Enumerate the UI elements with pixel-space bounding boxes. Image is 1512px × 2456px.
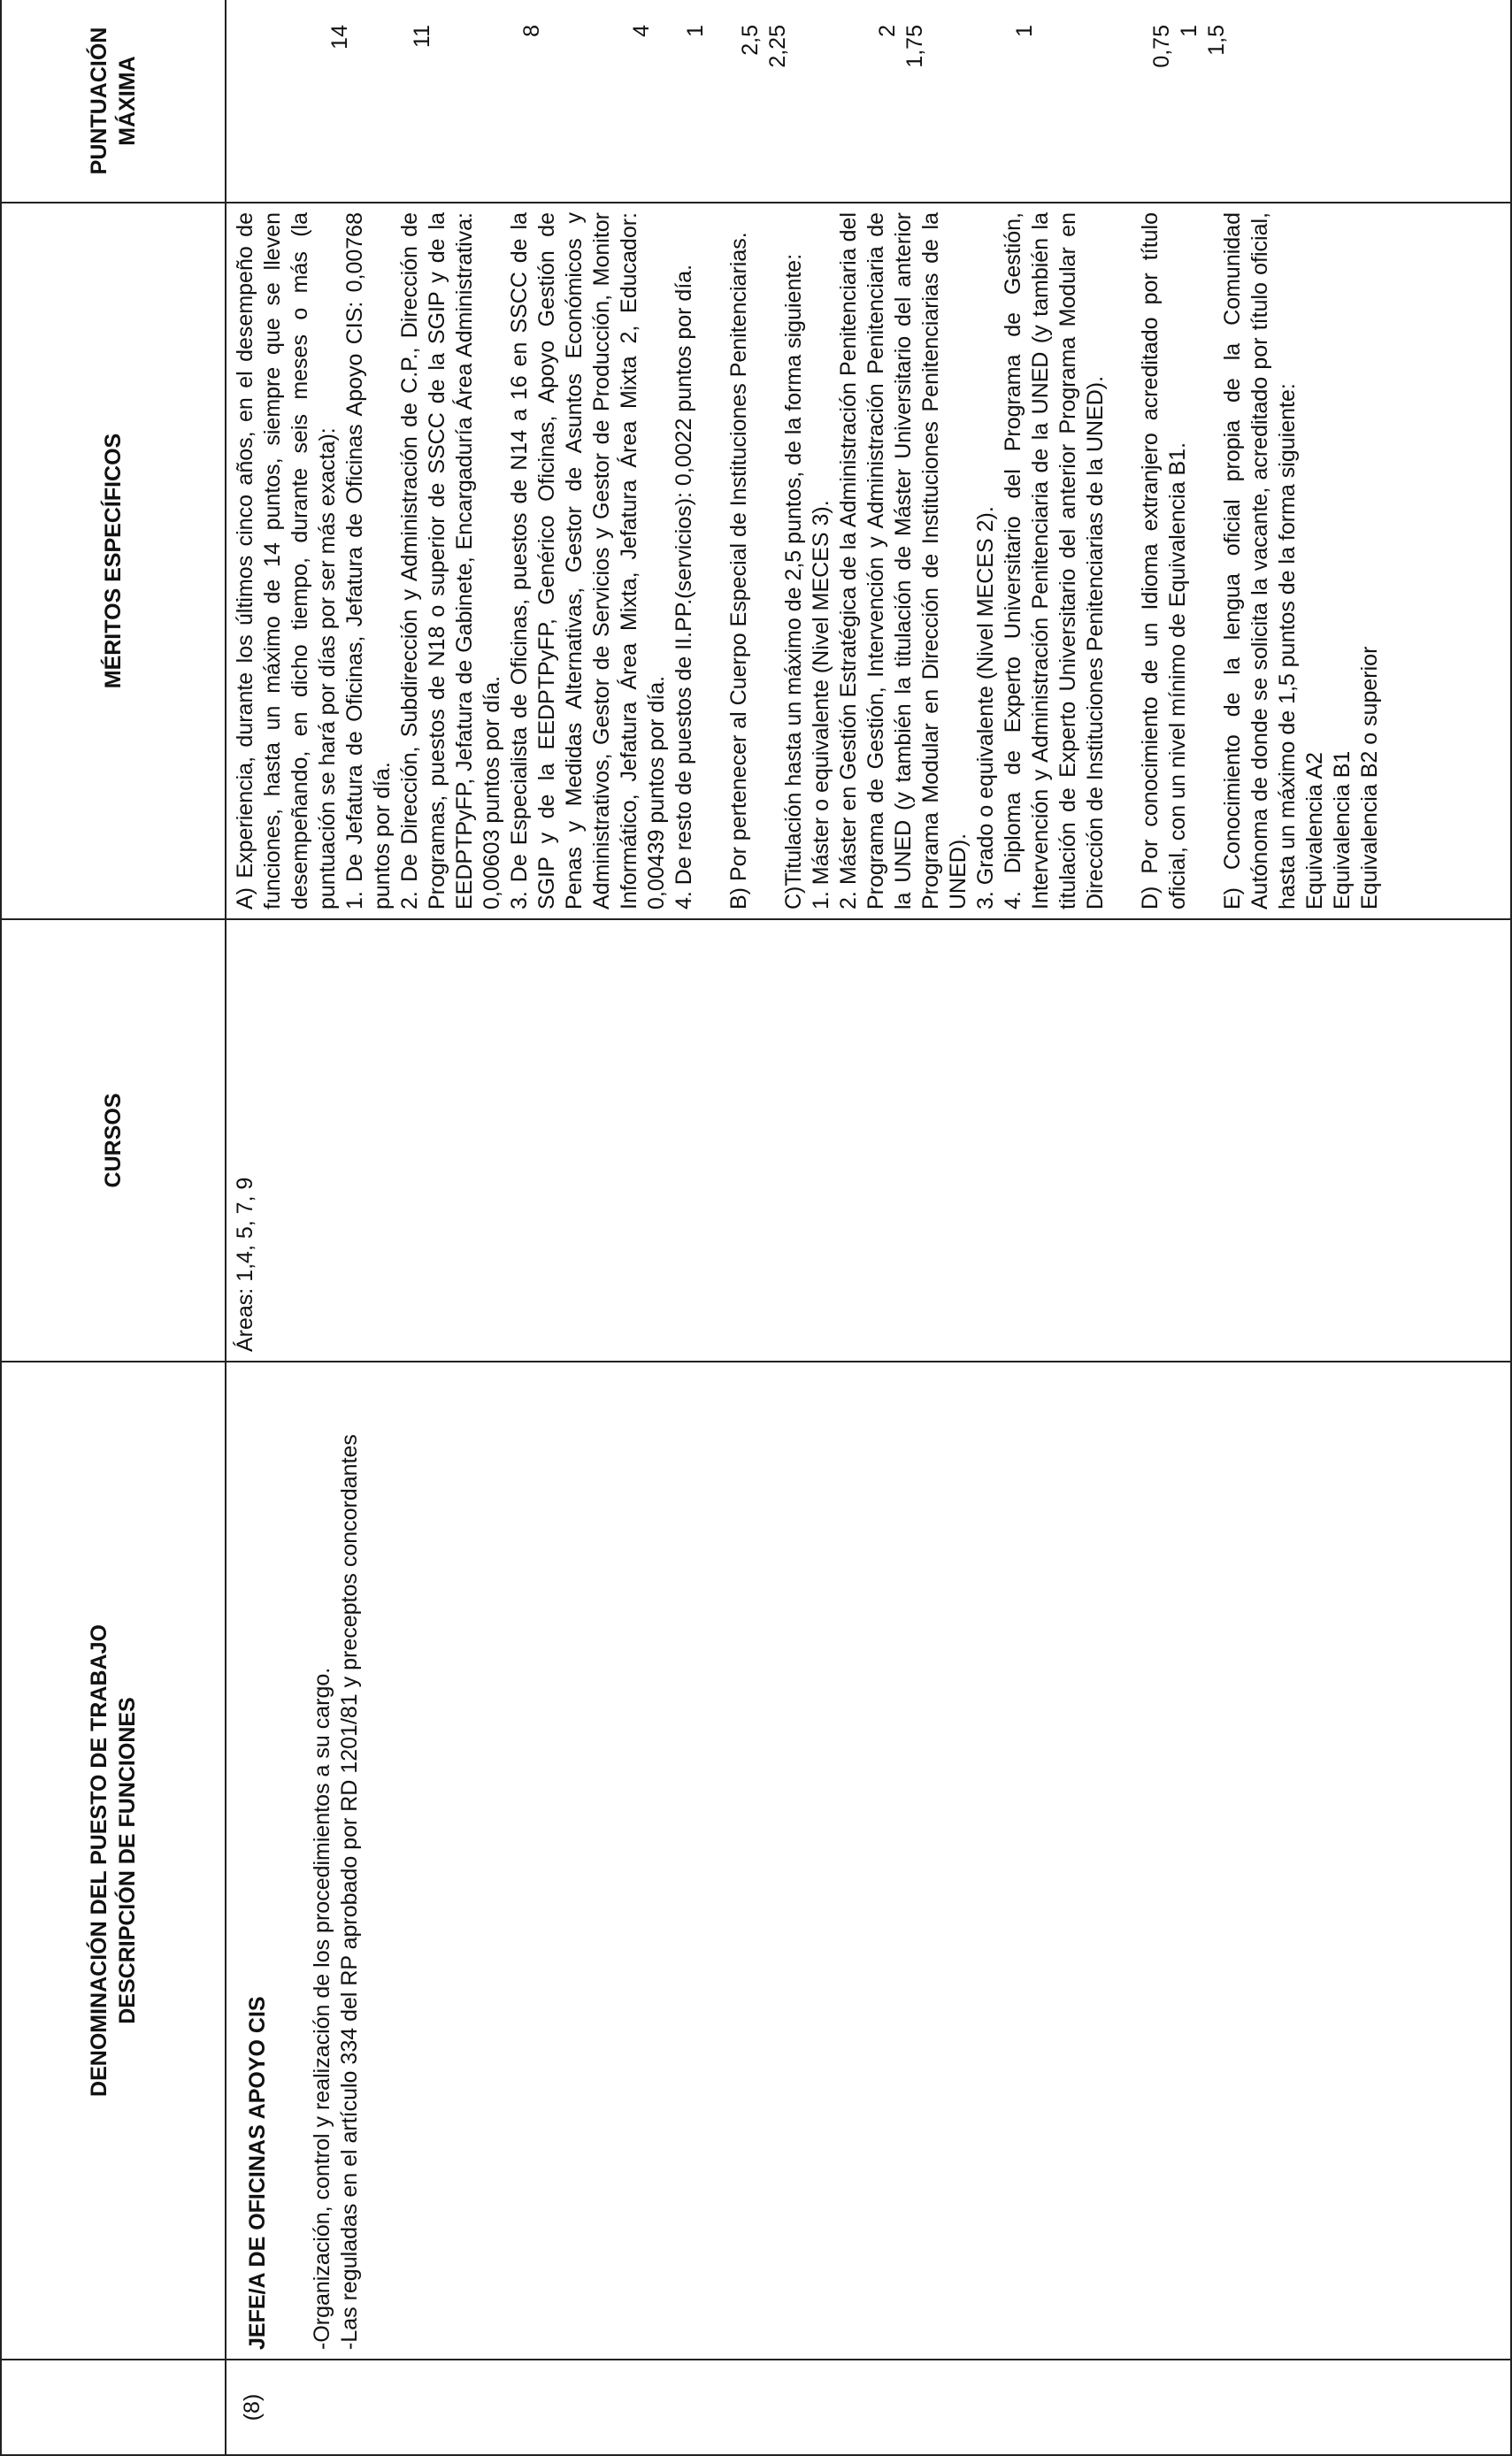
points-c1: 2,5 (738, 25, 763, 56)
header-puntuacion-line1: PUNTUACIÓN (87, 27, 111, 175)
points-c2: 2,25 (765, 25, 790, 68)
points-b: 1 (683, 25, 708, 37)
merit-d: D) Por conocimiento de un Idioma extranjero acreditado por título oficial, con un nivel mínimo de Equivalencia B1. (1138, 212, 1190, 909)
puntuacion-cell (226, 0, 1511, 203)
points-c4: 1,75 (902, 25, 927, 68)
merit-a-intro: A) Experiencia, durante los últimos cinco años, en el desempeño de funciones, hasta un máximo de 14 puntos, siempre que se lleven desempeñando, en dicho tiempo, durante seis meses o más (la puntuación se hará por días por ser más exacta): (233, 212, 340, 909)
merit-c4: 4. Diploma de Experto Universitario del Programa de Gestión, Intervención y Administración Penitenciaria de la UNED (y también la titulación de Experto Universitario del anterior Programa Modular en Dirección de Instituciones Penitenciarias de la UNED). (1001, 212, 1108, 909)
header-denominacion-line2: DESCRIPCIÓN DE FUNCIONES (115, 1697, 140, 2024)
points-a1: 14 (327, 25, 352, 50)
merit-e3: Equivalencia B2 o superior (1357, 646, 1382, 909)
merit-a3: 3. De Especialista de Oficinas, puestos de N14 a 16 en SSCC de la SGIP y de la EEDPTPyFP, Genérico Oficinas, Apoyo Gestión de Penas y Medidas Alternativas, Gestor de Asuntos Económicos y Administrativos, Gestor de Servicios y Gestor de Producción, Monitor Informático, Jefatura Área Mixta, Jefatura Área Mixta 2, Educador: 0,00439 puntos por día. (507, 212, 669, 909)
header-puntuacion (1, 0, 226, 203)
merit-a4: 4. De resto de puestos de II.PP.(servicios): 0,0022 puntos por día. (672, 264, 696, 909)
merit-a2: 2. De Dirección, Subdirección y Administración de C.P., Dirección de Programas, puestos de N18 o superior de SSCC de la SGIP y de la EEDPTPyFP, Jefatura de Gabinete, Encargaduría Área Administrativa: 0,00603 puntos por día. (397, 212, 504, 909)
points-d: 1 (1012, 25, 1037, 37)
header-number (1, 2360, 226, 2455)
points-e3: 1,5 (1204, 25, 1229, 56)
row-number: (8) (226, 2360, 1511, 2455)
table-row (226, 0, 1511, 2455)
function-item: -Organización, control y realización de los procedimientos a su cargo. (310, 1667, 334, 2350)
merit-c-intro: C)Titulación hasta un máximo de 2,5 puntos, de la forma siguiente: (781, 253, 806, 909)
table-header-row (1, 0, 226, 2455)
header-denominacion-line1: DENOMINACIÓN DEL PUESTO DE TRABAJO (87, 1624, 111, 2097)
points-a2: 11 (410, 25, 434, 48)
header-denominacion (1, 1362, 226, 2360)
merit-c2: 2. Máster en Gestión Estratégica de la Administración Penitenciaria del Programa de Gestión, Intervención y Administración Penitenciaria de la UNED (y también la titulación de Máster Universitario del anterior Programa Modular en Dirección de Instituciones Penitenciarias de la UNED). (836, 212, 971, 909)
cursos-cell: Áreas: 1,4, 5, 7, 9 (226, 919, 1511, 1362)
denominacion-cell (226, 1362, 1511, 2360)
merit-b: B) Por pertenecer al Cuerpo Especial de Instituciones Penitenciarias. (726, 232, 751, 909)
puntuacion-values (226, 0, 1510, 202)
points-a4: 4 (629, 25, 654, 37)
points-c3: 2 (875, 25, 900, 37)
header-puntuacion-line2: MÁXIMA (115, 56, 140, 146)
merit-c3: 3. Grado o equivalente (Nivel MECES 2). (973, 506, 998, 909)
points-a3: 8 (519, 25, 544, 37)
function-item: -Las reguladas en el artículo 334 del RP aprobado por RD 1201/81 y preceptos concordantes (337, 1434, 362, 2350)
merit-e1: Equivalencia A2 (1302, 752, 1327, 909)
job-title: JEFE/A DE OFICINAS APOYO CIS (245, 1996, 270, 2350)
merit-e-intro: E) Conocimiento de la lengua oficial propia de la Comunidad Autónoma de donde se solicita la vacante, acreditado por título oficial, hasta un máximo de 1,5 puntos de la forma siguiente: (1220, 212, 1300, 909)
merit-e2: Equivalencia B1 (1330, 750, 1355, 909)
points-e2: 1 (1177, 25, 1201, 37)
header-cursos: CURSOS (1, 919, 226, 1362)
merit-c1: 1. Máster o equivalente (Nivel MECES 3). (809, 500, 833, 909)
header-meritos: MÉRITOS ESPECÍFICOS (1, 203, 226, 919)
merit-a1: 1. De Jefatura de Oficinas, Jefatura de Oficinas Apoyo CIS: 0,00768 puntos por día. (342, 212, 395, 909)
meritos-cell (226, 203, 1511, 919)
points-e1: 0,75 (1149, 25, 1174, 68)
